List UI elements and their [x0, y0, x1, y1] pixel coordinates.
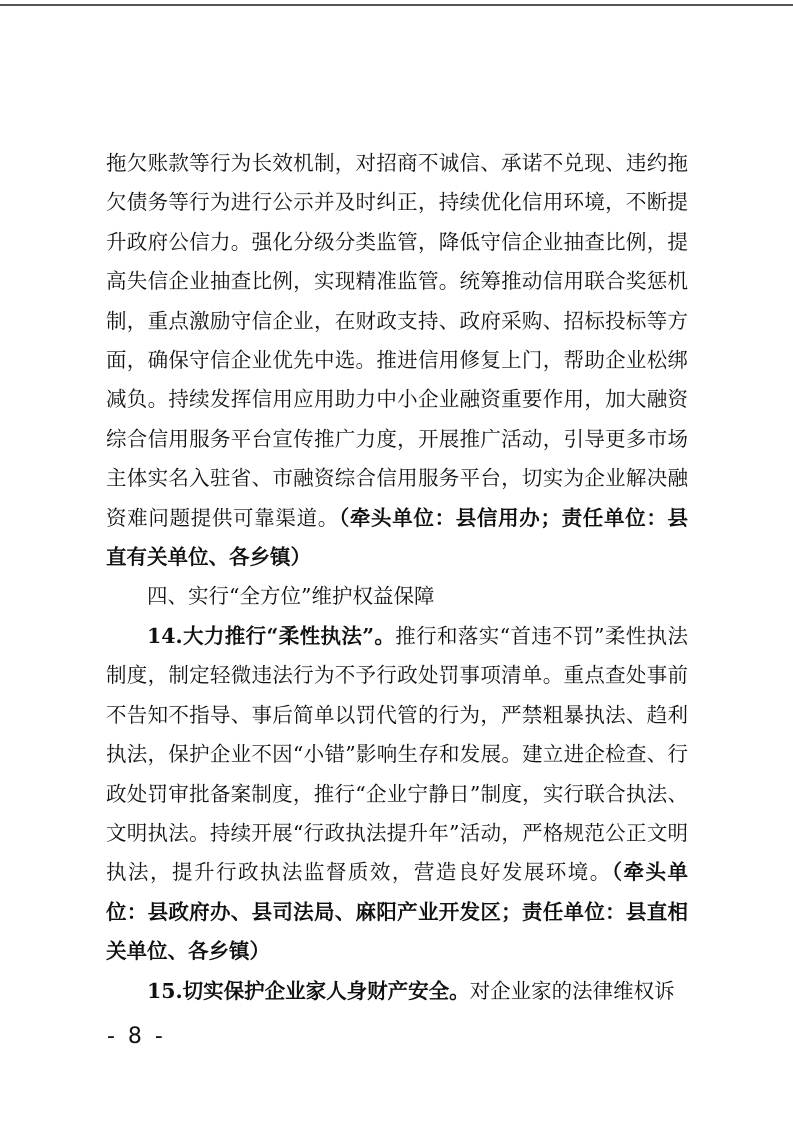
item-14-responsibility: （牵头单位：县政府办、县司法局、麻阳产业开发区；责任单位：县直相关单位、各乡镇） — [106, 860, 689, 964]
paragraph-text: 拖欠账款等行为长效机制，对招商不诚信、承诺不兑现、违约拖欠债务等行为进行公示并及时纠正，持续优化信用环境，不断提升政府公信力。强化分级分类监管，降低守信企业抽查比例，提高失信企业抽查比例，实现精准监管。统筹推动信用联合奖惩机制，重点激励守信企业，在财政支持、政府采购、招标投标等方面，确保守信企业优先中选。推进信用修复上门，帮助企业松绑减负。持续发挥信用应用助力中小企业融资重要作用，加大融资综合信用服务平台宣传推广力度，开展推广活动，引导更多市场主体实名入驻省、市融资综合信用服务平台，切实为企业解决融资难问题提供可靠渠道。 — [106, 151, 688, 530]
top-border-line — [0, 4, 793, 6]
item-15-text: 对企业家的法律维权诉 — [469, 978, 675, 1003]
item-15-title: 15.切实保护企业家人身财产安全。 — [147, 978, 470, 1003]
item-15-paragraph — [106, 972, 688, 1011]
paragraph-credit-environment — [106, 144, 688, 577]
item-14-paragraph — [106, 617, 688, 972]
section-heading: 四、实行“全方位”维护权益保障 — [147, 584, 435, 609]
page-number: - 8 - — [107, 1024, 166, 1049]
item-14-title: 14.大力推行“柔性执法”。 — [147, 623, 396, 648]
responsibility-note: （牵头单位：县信用办；责任单位：县直有关单位、各乡镇） — [106, 505, 689, 570]
item-14-text: 推行和落实“首违不罚”柔性执法制度，制定轻微违法行为不予行政处罚事项清单。重点查处事前不告知不指导、事后简单以罚代管的行为，严禁粗暴执法、趋利执法，保护企业不因“小错”影响生存和发展。建立进企检查、行政处罚审批备案制度，推行“企业宁静日”制度，实行联合执法、文明执法。持续开展“行政执法提升年”活动，严格规范公正文明执法，提升行政执法监督质效，营造良好发展环境。 — [106, 623, 688, 885]
document-body — [106, 144, 688, 1011]
